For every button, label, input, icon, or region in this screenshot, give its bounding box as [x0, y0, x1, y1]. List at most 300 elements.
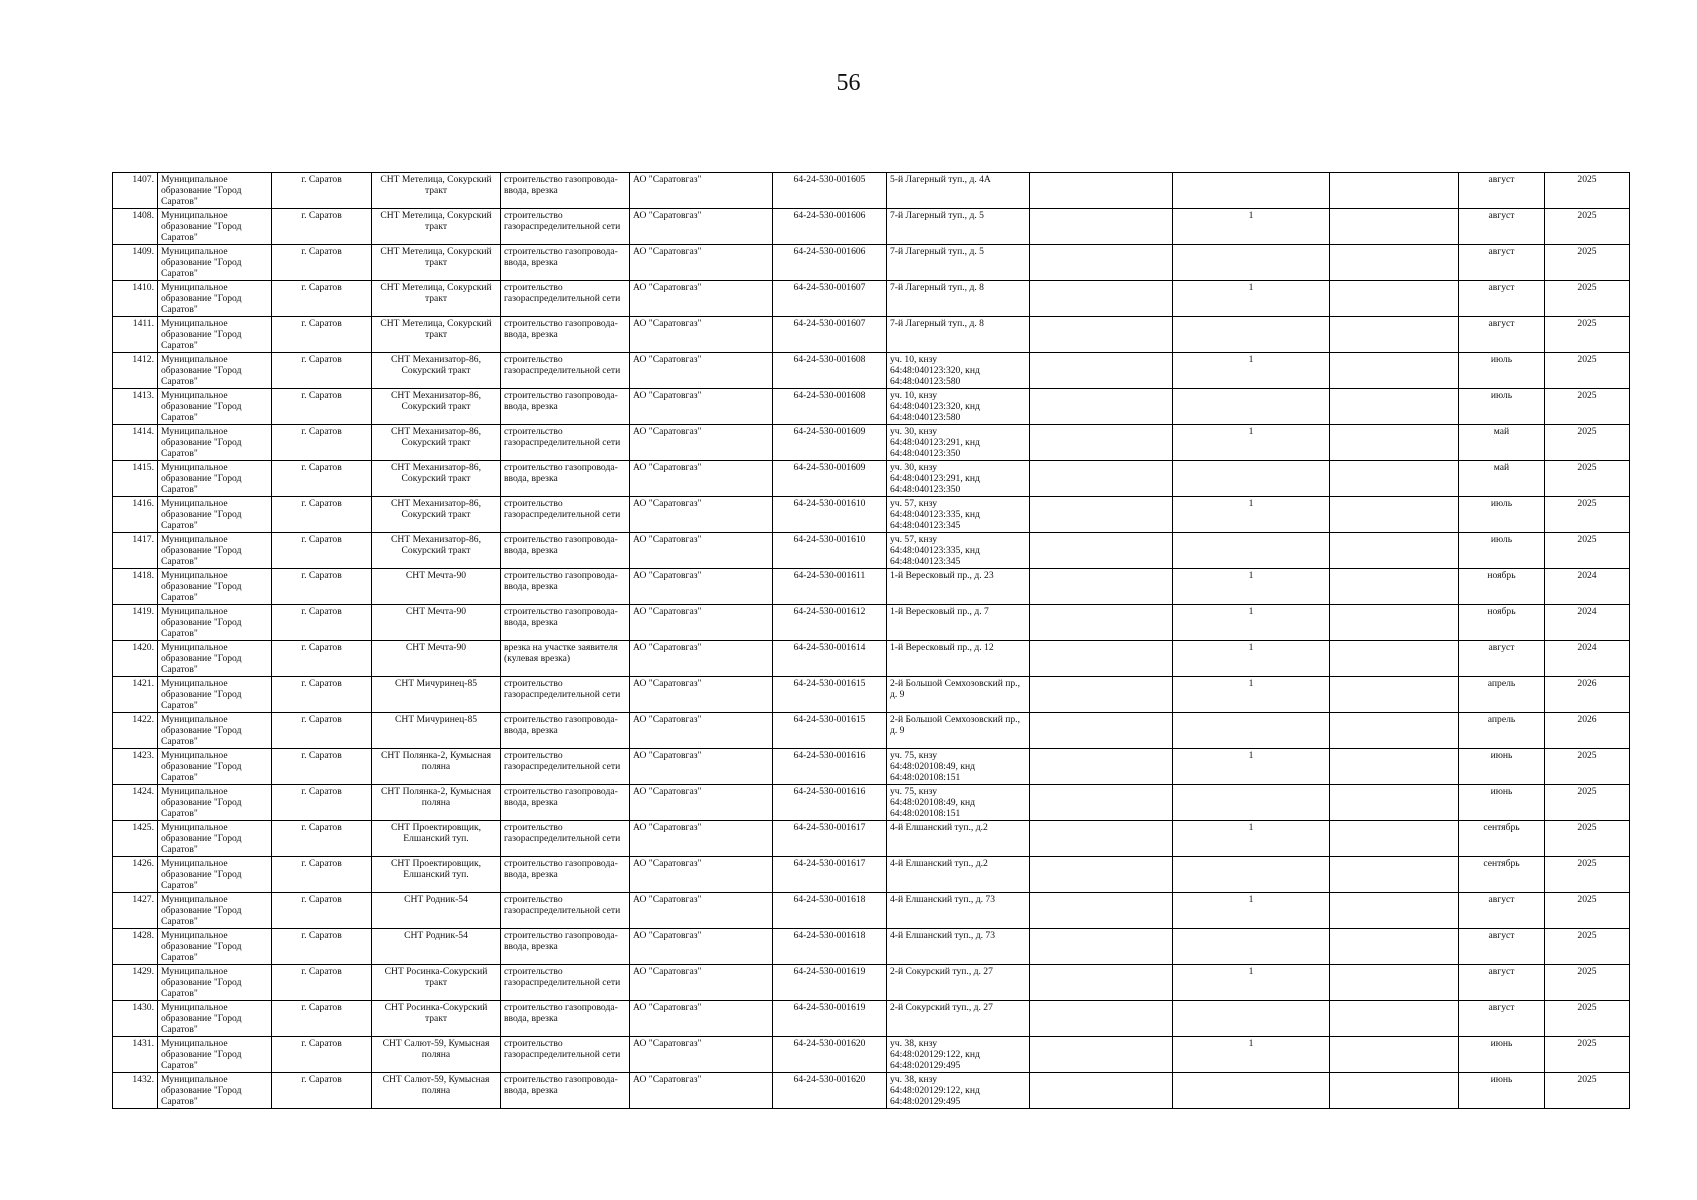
table-row	[113, 425, 1630, 461]
month-cell: июнь	[1459, 749, 1545, 785]
organization-cell: АО "Саратовгаз"	[630, 929, 773, 965]
empty-cell	[1330, 857, 1459, 893]
table-row	[113, 317, 1630, 353]
row-number-cell: 1425.	[113, 821, 158, 857]
organization-cell: АО "Саратовгаз"	[630, 425, 773, 461]
month-cell: август	[1459, 893, 1545, 929]
organization-cell: АО "Саратовгаз"	[630, 677, 773, 713]
municipality-cell: Муниципальное образование "Город Саратов"	[158, 569, 272, 605]
object-code-cell: 64-24-530-001611	[773, 569, 887, 605]
empty-cell	[1030, 1073, 1173, 1109]
month-cell: июль	[1459, 497, 1545, 533]
organization-cell: АО "Саратовгаз"	[630, 641, 773, 677]
year-cell: 2025	[1545, 317, 1630, 353]
municipality-cell: Муниципальное образование "Город Саратов"	[158, 785, 272, 821]
row-number-cell: 1411.	[113, 317, 158, 353]
empty-cell	[1330, 1073, 1459, 1109]
empty-cell	[1330, 893, 1459, 929]
table-row	[113, 209, 1630, 245]
table-row	[113, 821, 1630, 857]
object-code-cell: 64-24-530-001615	[773, 713, 887, 749]
empty-cell	[1330, 677, 1459, 713]
empty-cell	[1330, 569, 1459, 605]
year-cell: 2024	[1545, 569, 1630, 605]
table-row	[113, 677, 1630, 713]
table-row	[113, 965, 1630, 1001]
organization-cell: АО "Саратовгаз"	[630, 389, 773, 425]
row-number-cell: 1422.	[113, 713, 158, 749]
empty-cell	[1030, 857, 1173, 893]
empty-cell	[1330, 641, 1459, 677]
address-cell: уч. 38, кнзу 64:48:020129:122, кнд 64:48:020129:495	[887, 1037, 1030, 1073]
work-type-cell: строительство газопровода-ввода, врезка	[501, 713, 630, 749]
row-number-cell: 1430.	[113, 1001, 158, 1037]
count-cell	[1173, 389, 1330, 425]
empty-cell	[1030, 893, 1173, 929]
row-number-cell: 1417.	[113, 533, 158, 569]
object-code-cell: 64-24-530-001606	[773, 209, 887, 245]
empty-cell	[1030, 245, 1173, 281]
month-cell: август	[1459, 281, 1545, 317]
count-cell	[1173, 1001, 1330, 1037]
object-code-cell: 64-24-530-001610	[773, 533, 887, 569]
year-cell: 2025	[1545, 425, 1630, 461]
empty-cell	[1330, 821, 1459, 857]
settlement-cell: г. Саратов	[272, 425, 372, 461]
year-cell: 2025	[1545, 929, 1630, 965]
count-cell: 1	[1173, 1037, 1330, 1073]
object-code-cell: 64-24-530-001615	[773, 677, 887, 713]
work-type-cell: строительство газораспределительной сети	[501, 749, 630, 785]
year-cell: 2025	[1545, 1037, 1630, 1073]
count-cell: 1	[1173, 353, 1330, 389]
month-cell: апрель	[1459, 713, 1545, 749]
address-cell: 1-й Вересковый пр., д. 12	[887, 641, 1030, 677]
settlement-cell: г. Саратов	[272, 209, 372, 245]
row-number-cell: 1413.	[113, 389, 158, 425]
address-cell: 7-й Лагерный туп., д. 5	[887, 209, 1030, 245]
settlement-cell: г. Саратов	[272, 677, 372, 713]
empty-cell	[1330, 1037, 1459, 1073]
table-row	[113, 785, 1630, 821]
municipality-cell: Муниципальное образование "Город Саратов"	[158, 713, 272, 749]
municipality-cell: Муниципальное образование "Город Саратов"	[158, 425, 272, 461]
month-cell: август	[1459, 929, 1545, 965]
year-cell: 2026	[1545, 677, 1630, 713]
month-cell: август	[1459, 965, 1545, 1001]
month-cell: август	[1459, 317, 1545, 353]
settlement-cell: г. Саратов	[272, 533, 372, 569]
count-cell	[1173, 533, 1330, 569]
year-cell: 2025	[1545, 965, 1630, 1001]
empty-cell	[1330, 713, 1459, 749]
year-cell: 2025	[1545, 281, 1630, 317]
row-number-cell: 1408.	[113, 209, 158, 245]
address-cell: 2-й Большой Семхозовский пр., д. 9	[887, 713, 1030, 749]
organization-cell: АО "Саратовгаз"	[630, 749, 773, 785]
count-cell: 1	[1173, 893, 1330, 929]
count-cell: 1	[1173, 677, 1330, 713]
empty-cell	[1030, 461, 1173, 497]
settlement-cell: г. Саратов	[272, 857, 372, 893]
empty-cell	[1030, 605, 1173, 641]
work-type-cell: строительство газораспределительной сети	[501, 893, 630, 929]
empty-cell	[1330, 317, 1459, 353]
settlement-cell: г. Саратов	[272, 1037, 372, 1073]
municipality-cell: Муниципальное образование "Город Саратов"	[158, 821, 272, 857]
work-type-cell: строительство газораспределительной сети	[501, 965, 630, 1001]
snt-cell: СНТ Проектировщик, Елшанский туп.	[372, 857, 501, 893]
snt-cell: СНТ Салют-59, Кумысная поляна	[372, 1037, 501, 1073]
object-code-cell: 64-24-530-001619	[773, 965, 887, 1001]
municipality-cell: Муниципальное образование "Город Саратов"	[158, 749, 272, 785]
object-code-cell: 64-24-530-001617	[773, 821, 887, 857]
settlement-cell: г. Саратов	[272, 749, 372, 785]
table-row	[113, 533, 1630, 569]
address-cell: 2-й Сокурский туп., д. 27	[887, 1001, 1030, 1037]
month-cell: июнь	[1459, 785, 1545, 821]
table-row	[113, 281, 1630, 317]
address-cell: уч. 57, кнзу 64:48:040123:335, кнд 64:48:040123:345	[887, 533, 1030, 569]
empty-cell	[1330, 209, 1459, 245]
empty-cell	[1030, 281, 1173, 317]
municipality-cell: Муниципальное образование "Город Саратов"	[158, 857, 272, 893]
year-cell: 2025	[1545, 389, 1630, 425]
municipality-cell: Муниципальное образование "Город Саратов"	[158, 317, 272, 353]
object-code-cell: 64-24-530-001612	[773, 605, 887, 641]
row-number-cell: 1428.	[113, 929, 158, 965]
year-cell: 2024	[1545, 641, 1630, 677]
snt-cell: СНТ Механизатор-86, Сокурский тракт	[372, 533, 501, 569]
work-type-cell: строительство газопровода-ввода, врезка	[501, 569, 630, 605]
empty-cell	[1030, 389, 1173, 425]
count-cell: 1	[1173, 641, 1330, 677]
table-row	[113, 893, 1630, 929]
count-cell: 1	[1173, 209, 1330, 245]
settlement-cell: г. Саратов	[272, 569, 372, 605]
year-cell: 2025	[1545, 785, 1630, 821]
settlement-cell: г. Саратов	[272, 965, 372, 1001]
month-cell: август	[1459, 641, 1545, 677]
empty-cell	[1030, 929, 1173, 965]
table-row	[113, 749, 1630, 785]
count-cell: 1	[1173, 569, 1330, 605]
year-cell: 2025	[1545, 857, 1630, 893]
address-cell: 2-й Сокурский туп., д. 27	[887, 965, 1030, 1001]
table-row	[113, 1001, 1630, 1037]
table-row	[113, 389, 1630, 425]
page-number: 56	[836, 70, 861, 96]
address-cell: 4-й Елшанский туп., д.2	[887, 821, 1030, 857]
organization-cell: АО "Саратовгаз"	[630, 785, 773, 821]
settlement-cell: г. Саратов	[272, 389, 372, 425]
month-cell: май	[1459, 425, 1545, 461]
settlement-cell: г. Саратов	[272, 245, 372, 281]
snt-cell: СНТ Мечта-90	[372, 641, 501, 677]
organization-cell: АО "Саратовгаз"	[630, 569, 773, 605]
empty-cell	[1330, 605, 1459, 641]
empty-cell	[1030, 425, 1173, 461]
object-code-cell: 64-24-530-001618	[773, 929, 887, 965]
work-type-cell: строительство газопровода-ввода, врезка	[501, 605, 630, 641]
empty-cell	[1330, 929, 1459, 965]
settlement-cell: г. Саратов	[272, 1001, 372, 1037]
municipality-cell: Муниципальное образование "Город Саратов"	[158, 497, 272, 533]
month-cell: июль	[1459, 389, 1545, 425]
snt-cell: СНТ Механизатор-86, Сокурский тракт	[372, 461, 501, 497]
empty-cell	[1030, 677, 1173, 713]
municipality-cell: Муниципальное образование "Город Саратов"	[158, 893, 272, 929]
municipality-cell: Муниципальное образование "Город Саратов"	[158, 245, 272, 281]
table-row	[113, 641, 1630, 677]
address-cell: 7-й Лагерный туп., д. 8	[887, 317, 1030, 353]
month-cell: сентябрь	[1459, 857, 1545, 893]
settlement-cell: г. Саратов	[272, 821, 372, 857]
snt-cell: СНТ Родник-54	[372, 893, 501, 929]
municipality-cell: Муниципальное образование "Город Саратов"	[158, 641, 272, 677]
snt-cell: СНТ Салют-59, Кумысная поляна	[372, 1073, 501, 1109]
address-cell: 4-й Елшанский туп., д. 73	[887, 893, 1030, 929]
settlement-cell: г. Саратов	[272, 353, 372, 389]
row-number-cell: 1432.	[113, 1073, 158, 1109]
snt-cell: СНТ Мечта-90	[372, 605, 501, 641]
count-cell	[1173, 461, 1330, 497]
object-code-cell: 64-24-530-001609	[773, 461, 887, 497]
object-code-cell: 64-24-530-001619	[773, 1001, 887, 1037]
count-cell	[1173, 317, 1330, 353]
snt-cell: СНТ Механизатор-86, Сокурский тракт	[372, 497, 501, 533]
empty-cell	[1030, 209, 1173, 245]
snt-cell: СНТ Метелица, Сокурский тракт	[372, 245, 501, 281]
work-type-cell: строительство газораспределительной сети	[501, 281, 630, 317]
row-number-cell: 1419.	[113, 605, 158, 641]
address-cell: уч. 10, кнзу 64:48:040123:320, кнд 64:48:040123:580	[887, 353, 1030, 389]
settlement-cell: г. Саратов	[272, 1073, 372, 1109]
municipality-cell: Муниципальное образование "Город Саратов"	[158, 929, 272, 965]
empty-cell	[1330, 353, 1459, 389]
work-type-cell: строительство газопровода-ввода, врезка	[501, 461, 630, 497]
organization-cell: АО "Саратовгаз"	[630, 605, 773, 641]
municipality-cell: Муниципальное образование "Город Саратов"	[158, 353, 272, 389]
object-code-cell: 64-24-530-001609	[773, 425, 887, 461]
municipality-cell: Муниципальное образование "Город Саратов"	[158, 677, 272, 713]
object-code-cell: 64-24-530-001620	[773, 1073, 887, 1109]
table-row	[113, 1073, 1630, 1109]
count-cell: 1	[1173, 281, 1330, 317]
table-row	[113, 569, 1630, 605]
empty-cell	[1030, 497, 1173, 533]
year-cell: 2025	[1545, 1001, 1630, 1037]
work-type-cell: строительство газораспределительной сети	[501, 353, 630, 389]
address-cell: уч. 57, кнзу 64:48:040123:335, кнд 64:48:040123:345	[887, 497, 1030, 533]
settlement-cell: г. Саратов	[272, 173, 372, 209]
month-cell: август	[1459, 1001, 1545, 1037]
address-cell: уч. 30, кнзу 64:48:040123:291, кнд 64:48:040123:350	[887, 425, 1030, 461]
work-type-cell: строительство газораспределительной сети	[501, 497, 630, 533]
snt-cell: СНТ Механизатор-86, Сокурский тракт	[372, 353, 501, 389]
address-cell: уч. 30, кнзу 64:48:040123:291, кнд 64:48:040123:350	[887, 461, 1030, 497]
object-code-cell: 64-24-530-001617	[773, 857, 887, 893]
organization-cell: АО "Саратовгаз"	[630, 353, 773, 389]
settlement-cell: г. Саратов	[272, 893, 372, 929]
address-cell: 2-й Большой Семхозовский пр., д. 9	[887, 677, 1030, 713]
empty-cell	[1330, 389, 1459, 425]
municipality-cell: Муниципальное образование "Город Саратов"	[158, 1073, 272, 1109]
row-number-cell: 1409.	[113, 245, 158, 281]
month-cell: август	[1459, 173, 1545, 209]
organization-cell: АО "Саратовгаз"	[630, 713, 773, 749]
work-type-cell: строительство газораспределительной сети	[501, 425, 630, 461]
row-number-cell: 1415.	[113, 461, 158, 497]
municipality-cell: Муниципальное образование "Город Саратов"	[158, 281, 272, 317]
municipality-cell: Муниципальное образование "Город Саратов"	[158, 605, 272, 641]
year-cell: 2025	[1545, 245, 1630, 281]
organization-cell: АО "Саратовгаз"	[630, 1073, 773, 1109]
year-cell: 2026	[1545, 713, 1630, 749]
empty-cell	[1330, 785, 1459, 821]
snt-cell: СНТ Метелица, Сокурский тракт	[372, 173, 501, 209]
organization-cell: АО "Саратовгаз"	[630, 281, 773, 317]
work-type-cell: строительство газораспределительной сети	[501, 209, 630, 245]
empty-cell	[1030, 317, 1173, 353]
work-type-cell: строительство газопровода-ввода, врезка	[501, 173, 630, 209]
object-code-cell: 64-24-530-001616	[773, 785, 887, 821]
snt-cell: СНТ Мичуринец-85	[372, 713, 501, 749]
row-number-cell: 1418.	[113, 569, 158, 605]
count-cell	[1173, 1073, 1330, 1109]
municipality-cell: Муниципальное образование "Город Саратов"	[158, 1001, 272, 1037]
table-row	[113, 353, 1630, 389]
work-type-cell: строительство газораспределительной сети	[501, 821, 630, 857]
organization-cell: АО "Саратовгаз"	[630, 245, 773, 281]
table-row	[113, 461, 1630, 497]
month-cell: июль	[1459, 353, 1545, 389]
object-code-cell: 64-24-530-001620	[773, 1037, 887, 1073]
table-row	[113, 929, 1630, 965]
snt-cell: СНТ Метелица, Сокурский тракт	[372, 281, 501, 317]
address-cell: 4-й Елшанский туп., д.2	[887, 857, 1030, 893]
empty-cell	[1030, 713, 1173, 749]
register-table	[112, 172, 1630, 1109]
count-cell: 1	[1173, 749, 1330, 785]
count-cell: 1	[1173, 497, 1330, 533]
snt-cell: СНТ Мичуринец-85	[372, 677, 501, 713]
snt-cell: СНТ Мечта-90	[372, 569, 501, 605]
snt-cell: СНТ Метелица, Сокурский тракт	[372, 317, 501, 353]
work-type-cell: строительство газопровода-ввода, врезка	[501, 533, 630, 569]
organization-cell: АО "Саратовгаз"	[630, 893, 773, 929]
municipality-cell: Муниципальное образование "Город Саратов"	[158, 461, 272, 497]
work-type-cell: строительство газопровода-ввода, врезка	[501, 1073, 630, 1109]
settlement-cell: г. Саратов	[272, 497, 372, 533]
empty-cell	[1030, 533, 1173, 569]
object-code-cell: 64-24-530-001607	[773, 317, 887, 353]
object-code-cell: 64-24-530-001606	[773, 245, 887, 281]
snt-cell: СНТ Механизатор-86, Сокурский тракт	[372, 389, 501, 425]
month-cell: июль	[1459, 533, 1545, 569]
month-cell: июнь	[1459, 1037, 1545, 1073]
municipality-cell: Муниципальное образование "Город Саратов"	[158, 389, 272, 425]
work-type-cell: строительство газопровода-ввода, врезка	[501, 929, 630, 965]
year-cell: 2025	[1545, 533, 1630, 569]
count-cell	[1173, 857, 1330, 893]
work-type-cell: строительство газопровода-ввода, врезка	[501, 857, 630, 893]
count-cell	[1173, 173, 1330, 209]
municipality-cell: Муниципальное образование "Город Саратов"	[158, 1037, 272, 1073]
organization-cell: АО "Саратовгаз"	[630, 209, 773, 245]
work-type-cell: врезка на участке заявителя (кулевая врезка)	[501, 641, 630, 677]
address-cell: уч. 10, кнзу 64:48:040123:320, кнд 64:48:040123:580	[887, 389, 1030, 425]
organization-cell: АО "Саратовгаз"	[630, 857, 773, 893]
address-cell: 7-й Лагерный туп., д. 8	[887, 281, 1030, 317]
empty-cell	[1330, 497, 1459, 533]
snt-cell: СНТ Полянка-2, Кумысная поляна	[372, 749, 501, 785]
count-cell: 1	[1173, 821, 1330, 857]
municipality-cell: Муниципальное образование "Город Саратов"	[158, 173, 272, 209]
month-cell: сентябрь	[1459, 821, 1545, 857]
work-type-cell: строительство газопровода-ввода, врезка	[501, 317, 630, 353]
year-cell: 2025	[1545, 461, 1630, 497]
table-row	[113, 1037, 1630, 1073]
table-row	[113, 173, 1630, 209]
empty-cell	[1330, 173, 1459, 209]
work-type-cell: строительство газопровода-ввода, врезка	[501, 1001, 630, 1037]
settlement-cell: г. Саратов	[272, 929, 372, 965]
empty-cell	[1030, 173, 1173, 209]
object-code-cell: 64-24-530-001610	[773, 497, 887, 533]
month-cell: май	[1459, 461, 1545, 497]
organization-cell: АО "Саратовгаз"	[630, 317, 773, 353]
object-code-cell: 64-24-530-001616	[773, 749, 887, 785]
count-cell	[1173, 245, 1330, 281]
object-code-cell: 64-24-530-001618	[773, 893, 887, 929]
object-code-cell: 64-24-530-001608	[773, 389, 887, 425]
table-row	[113, 605, 1630, 641]
month-cell: ноябрь	[1459, 569, 1545, 605]
address-cell: 5-й Лагерный туп., д. 4А	[887, 173, 1030, 209]
address-cell: уч. 75, кнзу 64:48:020108:49, кнд 64:48:020108:151	[887, 785, 1030, 821]
organization-cell: АО "Саратовгаз"	[630, 461, 773, 497]
count-cell: 1	[1173, 605, 1330, 641]
snt-cell: СНТ Механизатор-86, Сокурский тракт	[372, 425, 501, 461]
organization-cell: АО "Саратовгаз"	[630, 533, 773, 569]
row-number-cell: 1416.	[113, 497, 158, 533]
count-cell	[1173, 785, 1330, 821]
object-code-cell: 64-24-530-001607	[773, 281, 887, 317]
address-cell: 1-й Вересковый пр., д. 23	[887, 569, 1030, 605]
object-code-cell: 64-24-530-001608	[773, 353, 887, 389]
year-cell: 2025	[1545, 749, 1630, 785]
object-code-cell: 64-24-530-001605	[773, 173, 887, 209]
empty-cell	[1030, 641, 1173, 677]
organization-cell: АО "Саратовгаз"	[630, 497, 773, 533]
row-number-cell: 1412.	[113, 353, 158, 389]
row-number-cell: 1431.	[113, 1037, 158, 1073]
settlement-cell: г. Саратов	[272, 281, 372, 317]
settlement-cell: г. Саратов	[272, 785, 372, 821]
year-cell: 2025	[1545, 821, 1630, 857]
work-type-cell: строительство газораспределительной сети	[501, 677, 630, 713]
municipality-cell: Муниципальное образование "Город Саратов"	[158, 965, 272, 1001]
row-number-cell: 1421.	[113, 677, 158, 713]
month-cell: апрель	[1459, 677, 1545, 713]
settlement-cell: г. Саратов	[272, 713, 372, 749]
organization-cell: АО "Саратовгаз"	[630, 821, 773, 857]
row-number-cell: 1414.	[113, 425, 158, 461]
address-cell: 1-й Вересковый пр., д. 7	[887, 605, 1030, 641]
empty-cell	[1030, 749, 1173, 785]
row-number-cell: 1426.	[113, 857, 158, 893]
